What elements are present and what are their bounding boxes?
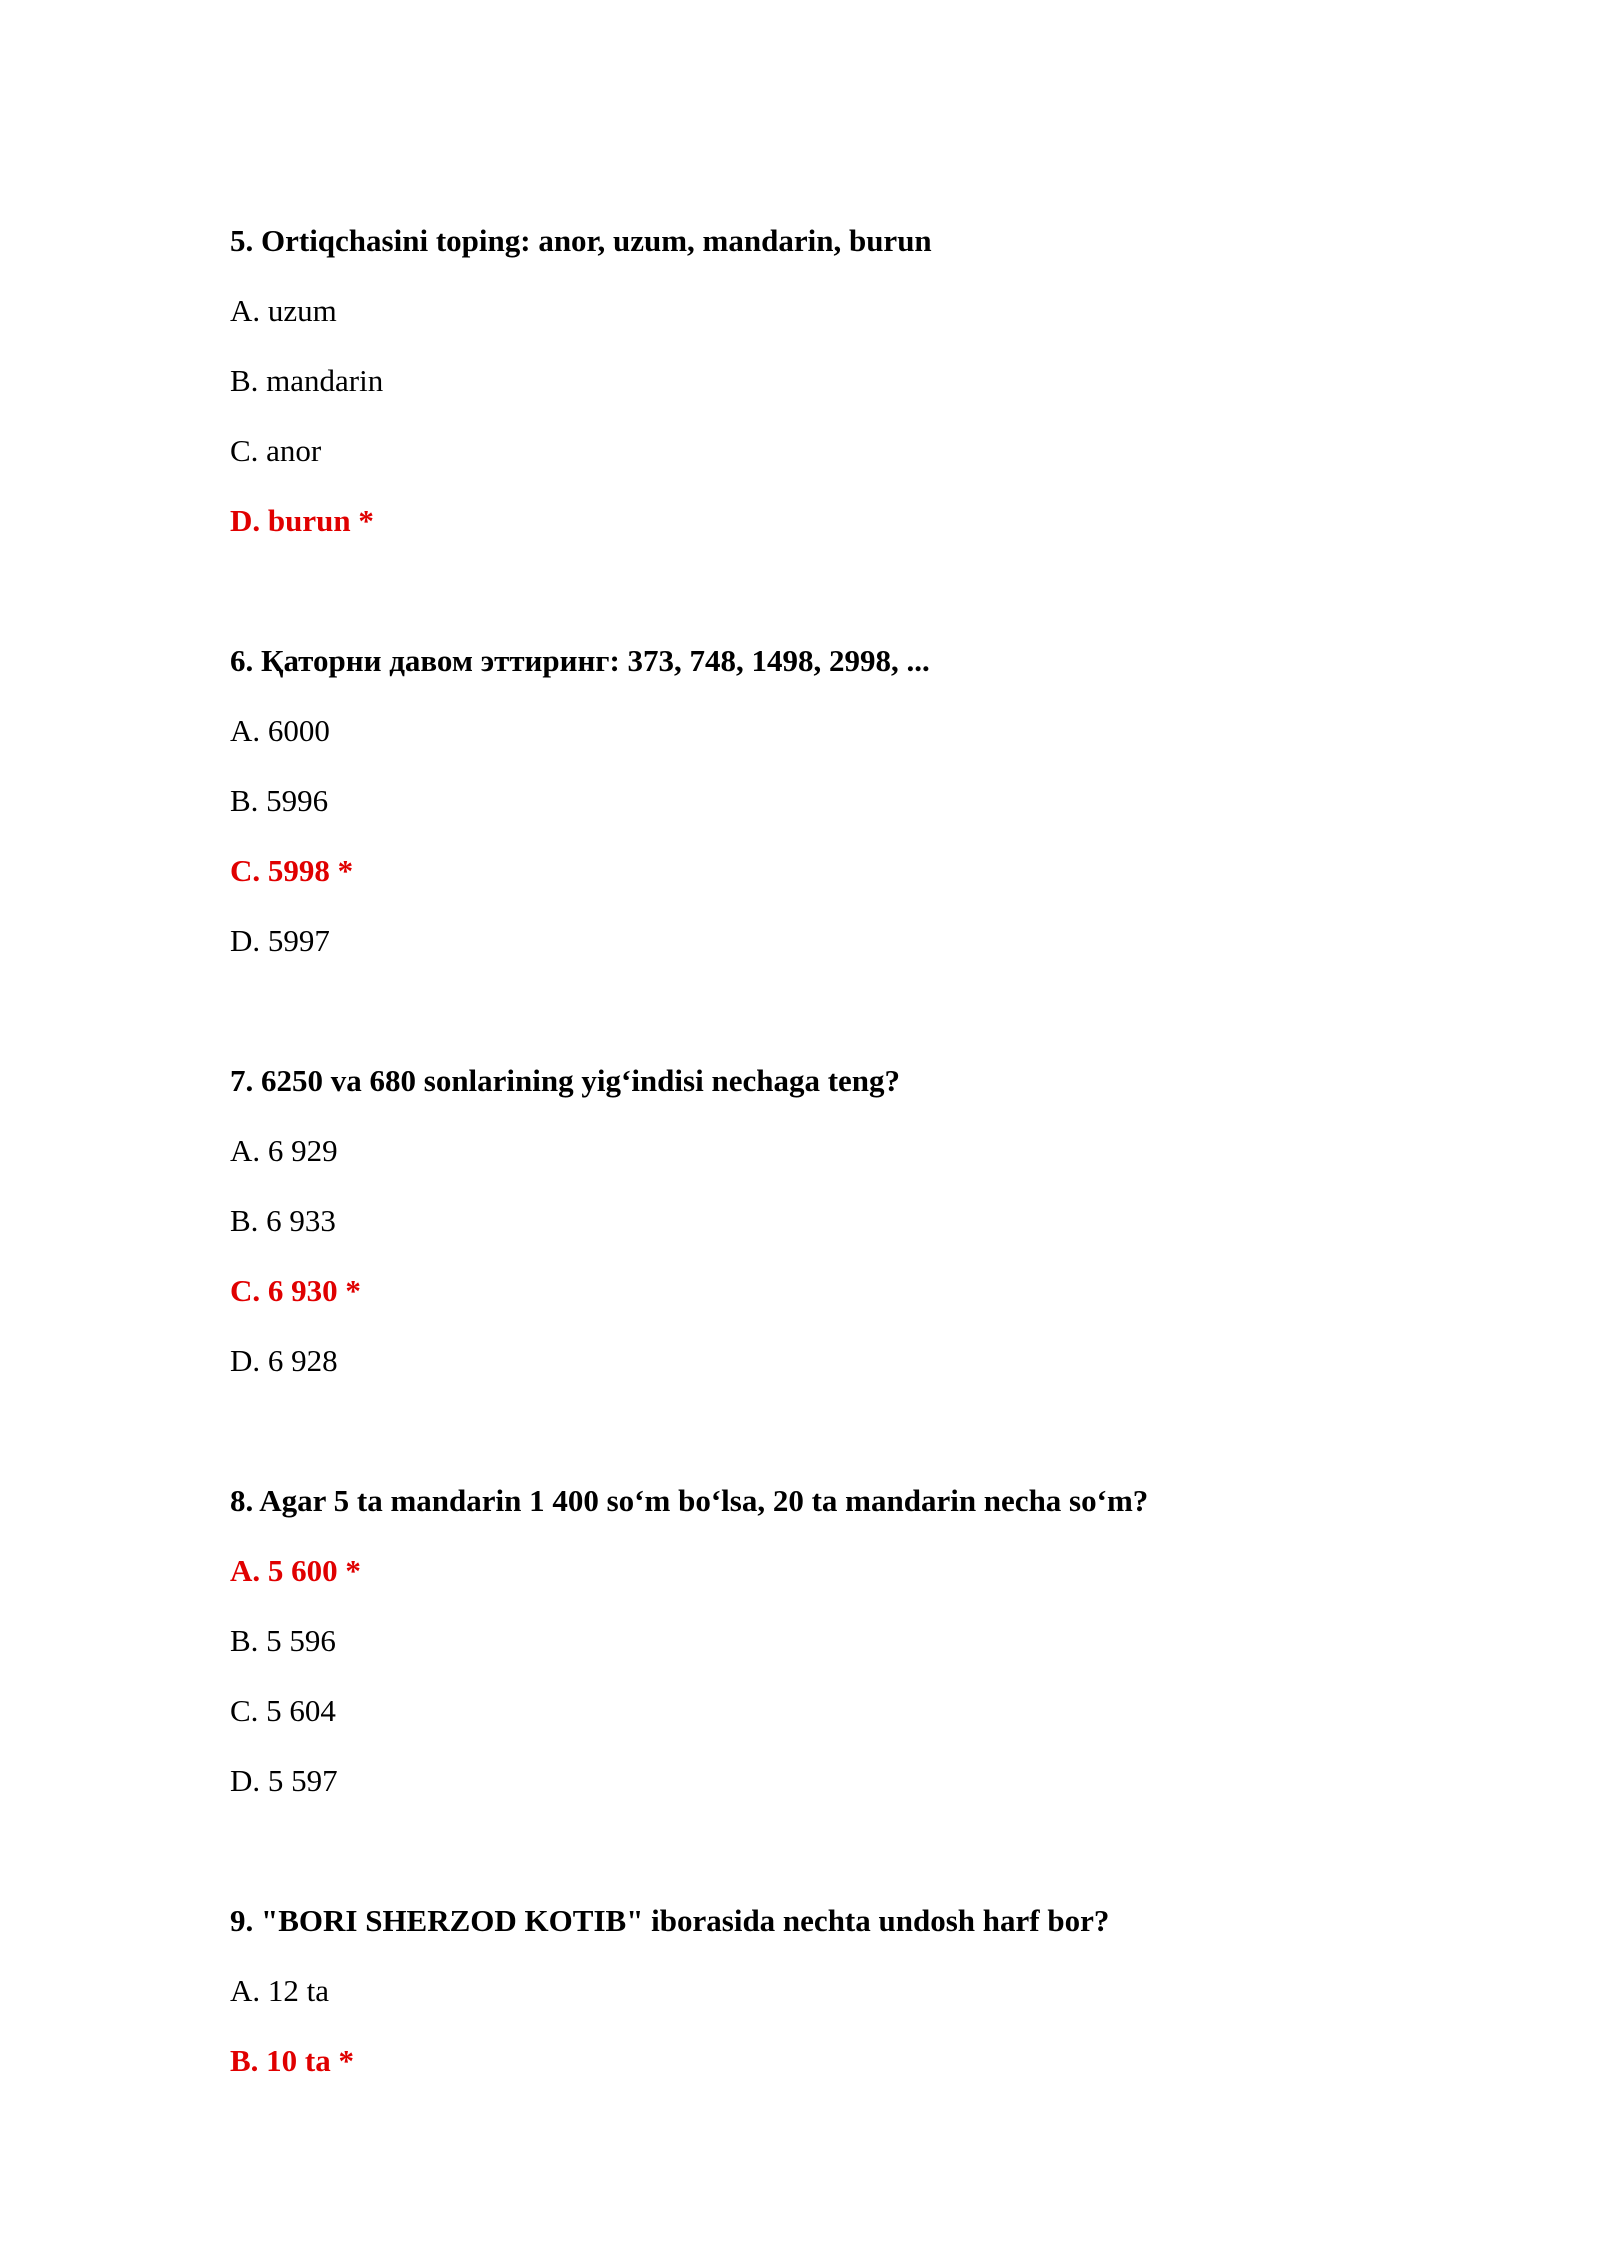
option-c: C. anor — [230, 433, 322, 468]
option-b: B. 6 933 — [230, 1203, 336, 1238]
option-b: B. 5 596 — [230, 1623, 336, 1658]
question-6 — [230, 643, 1530, 959]
question-text: 7. 6250 va 680 sonlarining yig‘indisi nechaga teng? — [230, 1063, 901, 1098]
question-text: 9. "BORI SHERZOD KOTIB" iborasida nechta undosh harf bor? — [230, 1903, 1110, 1938]
option-b: B. 5996 — [230, 783, 329, 818]
option-c-correct-answer: C. 6 930 * — [230, 1273, 361, 1308]
option-c-correct-answer: C. 5998 * — [230, 853, 354, 888]
option-d: D. 5997 — [230, 923, 330, 958]
option-a: A. 6 929 — [230, 1133, 338, 1168]
question-7 — [230, 1063, 1530, 1379]
option-d: D. 5 597 — [230, 1763, 338, 1798]
question-text: 6. Қаторни давом эттиринг: 373, 748, 1498, 2998, ... — [230, 643, 930, 678]
question-9 — [230, 1903, 1530, 2079]
option-b: B. mandarin — [230, 363, 384, 398]
option-b-correct-answer: B. 10 ta * — [230, 2043, 354, 2078]
option-d: D. 6 928 — [230, 1343, 338, 1378]
question-8 — [230, 1483, 1530, 1799]
question-text: 8. Agar 5 ta mandarin 1 400 so‘m bo‘lsa, 20 ta mandarin necha so‘m? — [230, 1483, 1149, 1518]
question-5 — [230, 223, 1530, 539]
option-a: A. 6000 — [230, 713, 330, 748]
question-text: 5. Ortiqchasini toping: anor, uzum, mandarin, burun — [230, 223, 932, 258]
option-a: A. uzum — [230, 293, 337, 328]
option-c: C. 5 604 — [230, 1693, 336, 1728]
option-a-correct-answer: A. 5 600 * — [230, 1553, 361, 1588]
option-a: A. 12 ta — [230, 1973, 330, 2008]
option-d-correct-answer: D. burun * — [230, 503, 374, 538]
